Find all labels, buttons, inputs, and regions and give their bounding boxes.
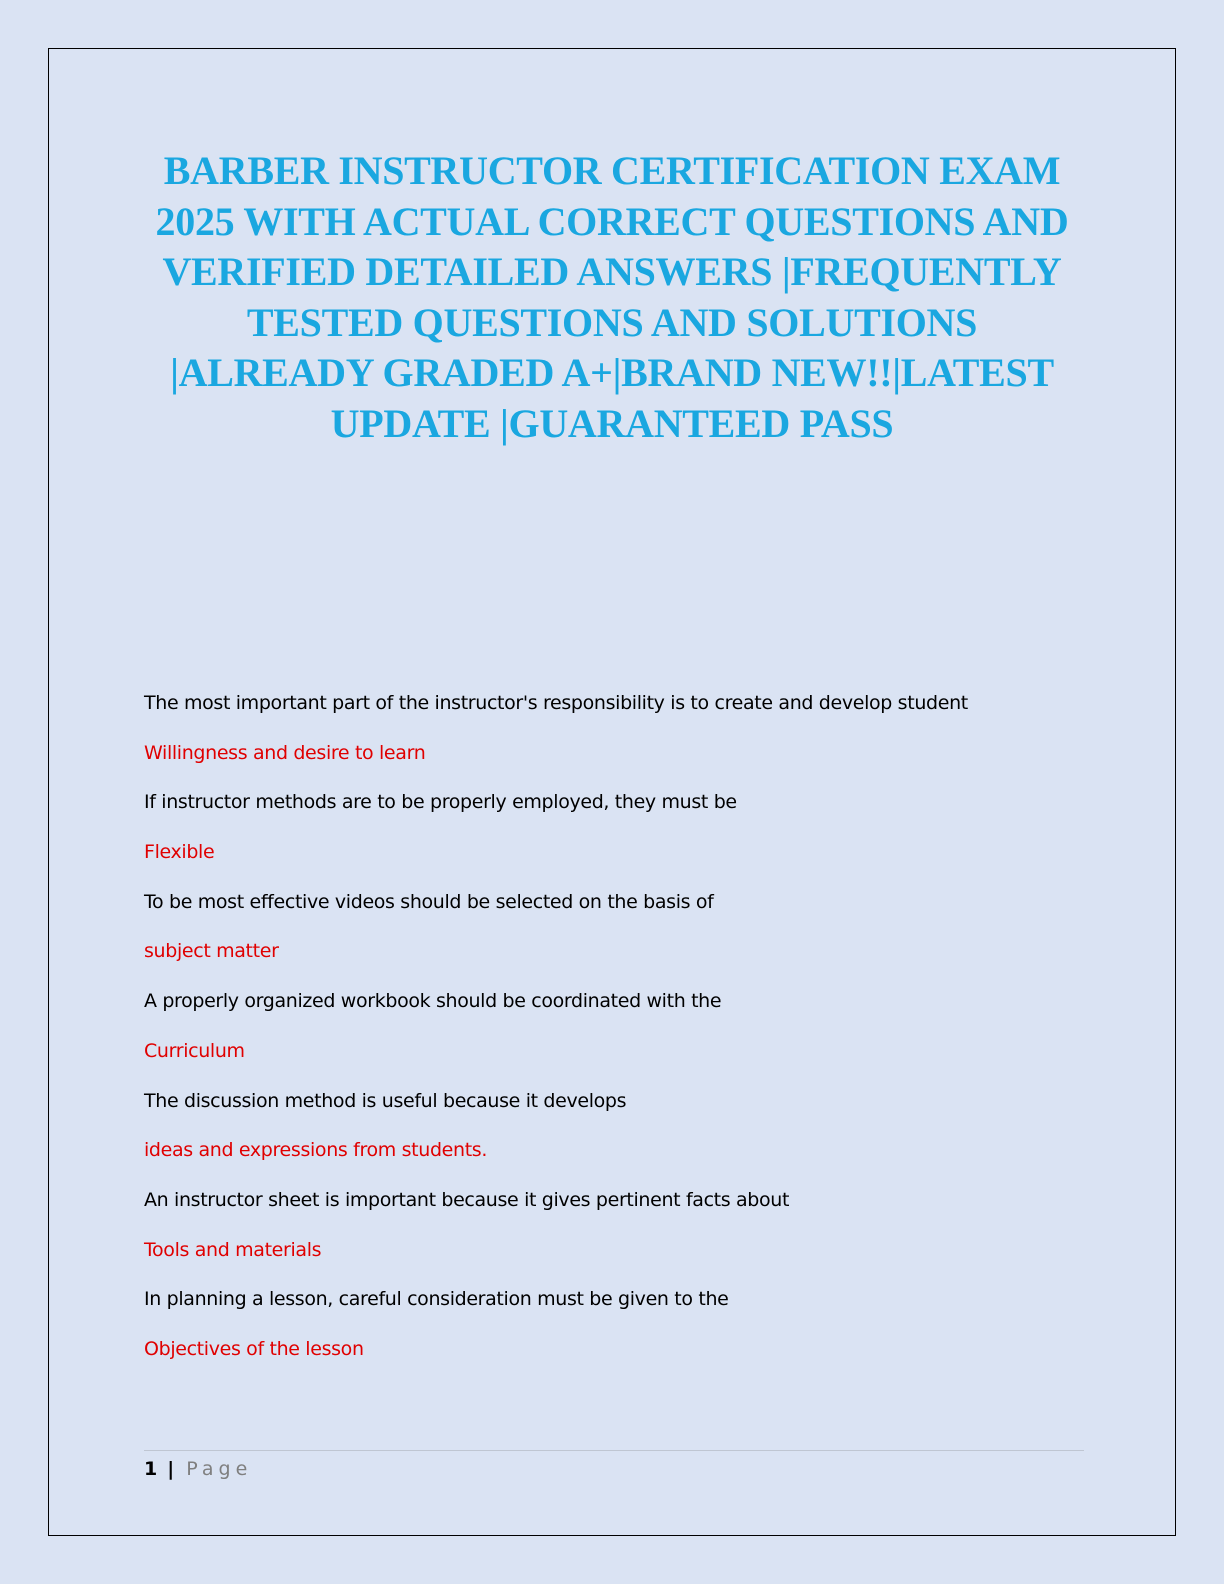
question-text: An instructor sheet is important because it gives pertinent facts about xyxy=(144,1188,790,1211)
document-title: BARBER INSTRUCTOR CERTIFICATION EXAM 2025 WITH ACTUAL CORRECT QUESTIONS AND VERIFIED DETAILED ANSWERS |FREQUENTLY TESTED QUESTIONS AND SOLUTIONS |ALREADY GRADED A+|BRAND NEW!!|LATEST UPDATE |GUARANTEED PASS xyxy=(155,148,1069,446)
footer-separator: | xyxy=(167,1458,175,1480)
answer-text: Flexible xyxy=(144,841,215,864)
question-text: The discussion method is useful because it develops xyxy=(144,1089,627,1112)
question-text: In planning a lesson, careful consideration must be given to the xyxy=(144,1288,729,1311)
qa-list xyxy=(144,692,1084,1388)
answer-text: ideas and expressions from students. xyxy=(144,1139,488,1162)
answer-text: Tools and materials xyxy=(144,1238,322,1261)
answer-text: Willingness and desire to learn xyxy=(144,741,426,764)
answer-text: Curriculum xyxy=(144,1039,245,1062)
question-text: To be most effective videos should be selected on the basis of xyxy=(144,890,714,913)
page-label: Page xyxy=(186,1458,253,1480)
answer-text: subject matter xyxy=(144,940,279,963)
question-text: A properly organized workbook should be coordinated with the xyxy=(144,990,722,1013)
page-number: 1 xyxy=(144,1458,158,1480)
question-text: The most important part of the instructor's responsibility is to create and develop student xyxy=(144,692,968,714)
page-footer xyxy=(144,1457,252,1481)
answer-text: Objectives of the lesson xyxy=(144,1337,364,1360)
footer-divider xyxy=(144,1450,1084,1451)
question-text: If instructor methods are to be properly employed, they must be xyxy=(144,791,737,814)
